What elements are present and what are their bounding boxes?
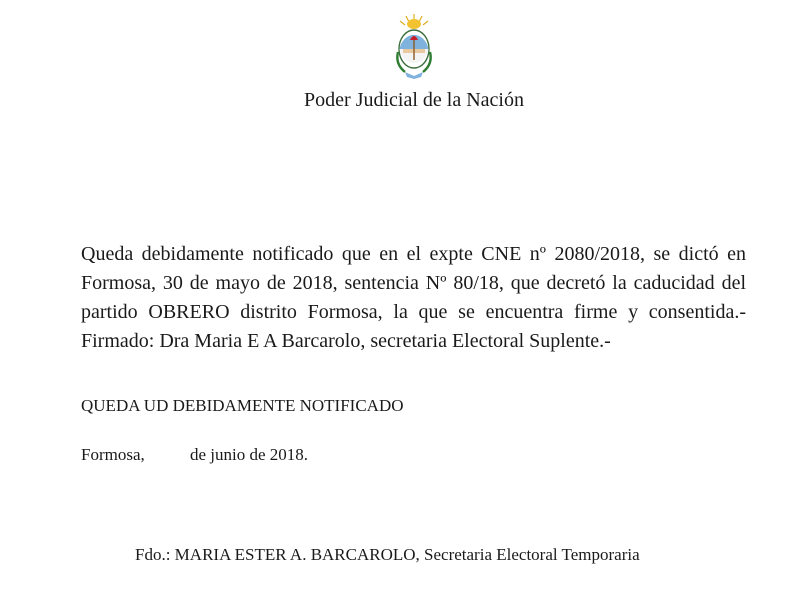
notification-notice: QUEDA UD DEBIDAMENTE NOTIFICADO (81, 396, 404, 415)
date-label: de junio de 2018. (190, 445, 309, 464)
signature-line: Fdo.: MARIA ESTER A. BARCAROLO, Secretaria Electoral Temporaria (135, 545, 640, 564)
argentina-coat-of-arms-icon (391, 12, 437, 80)
place-label: Formosa, (81, 445, 145, 464)
page-title: Poder Judicial de la Nación (304, 89, 524, 111)
notification-paragraph: Queda debidamente notificado que en el expte CNE nº 2080/2018, se dictó en Formosa, 30 de mayo de 2018, sentencia Nº 80/18, que decretó la caducidad del partido OBRERO distrito Formosa, la que se encuentra firme y consentida.-Firmado: Dra Maria E A Barcarolo, secretaria Electoral Suplente.- (81, 243, 746, 352)
